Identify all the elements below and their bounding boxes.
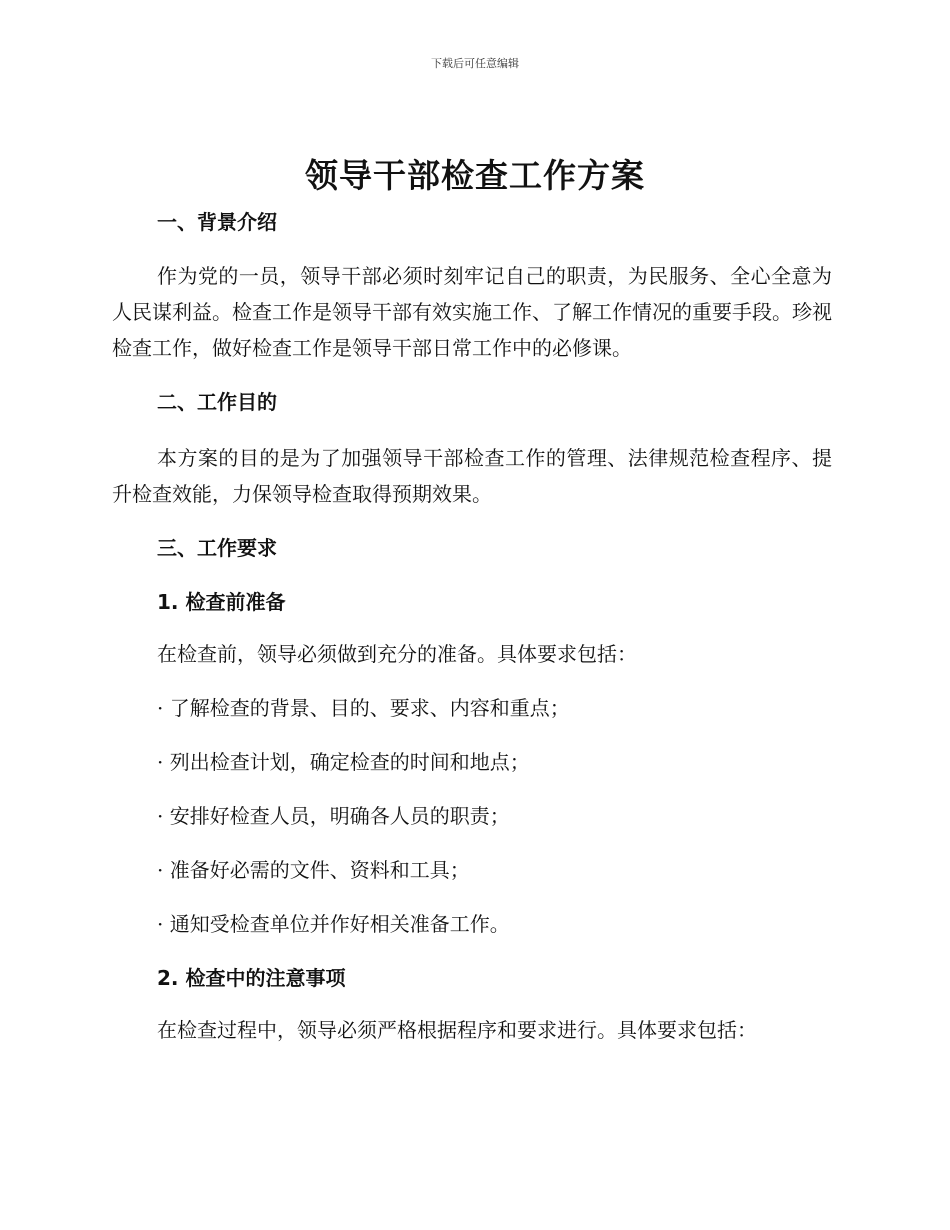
list-item: · 准备好必需的文件、资料和工具； [157,858,470,882]
subsection-intro-precautions: 在检查过程中，领导必须严格根据程序和要求进行。具体要求包括： [157,1018,757,1042]
section-heading-purpose: 二、工作目的 [157,390,277,414]
section-heading-background: 一、背景介绍 [157,210,277,234]
header-note: 下载后可任意编辑 [431,57,519,70]
list-item: · 安排好检查人员，明确各人员的职责； [157,804,510,828]
section-heading-requirements: 三、工作要求 [157,536,277,560]
subsection-heading-preparation: 1. 检查前准备 [157,590,286,614]
list-item: · 了解检查的背景、目的、要求、内容和重点； [157,696,570,720]
section-paragraph-purpose: 本方案的目的是为了加强领导干部检查工作的管理、法律规范检查程序、提升检查效能，力保领导检查取得预期效果。 [112,446,832,506]
list-item: · 列出检查计划，确定检查的时间和地点； [157,750,530,774]
subsection-heading-precautions: 2. 检查中的注意事项 [157,966,346,990]
section-paragraph-background: 作为党的一员，领导干部必须时刻牢记自己的职责，为民服务、全心全意为人民谋利益。检查工作是领导干部有效实施工作、了解工作情况的重要手段。珍视检查工作，做好检查工作是领导干部日常工作中的必修课。 [112,264,832,360]
subsection-intro-preparation: 在检查前，领导必须做到充分的准备。具体要求包括： [157,642,637,666]
document-title: 领导干部检查工作方案 [305,156,645,195]
list-item: · 通知受检查单位并作好相关准备工作。 [157,912,510,936]
document-body [112,200,832,1068]
